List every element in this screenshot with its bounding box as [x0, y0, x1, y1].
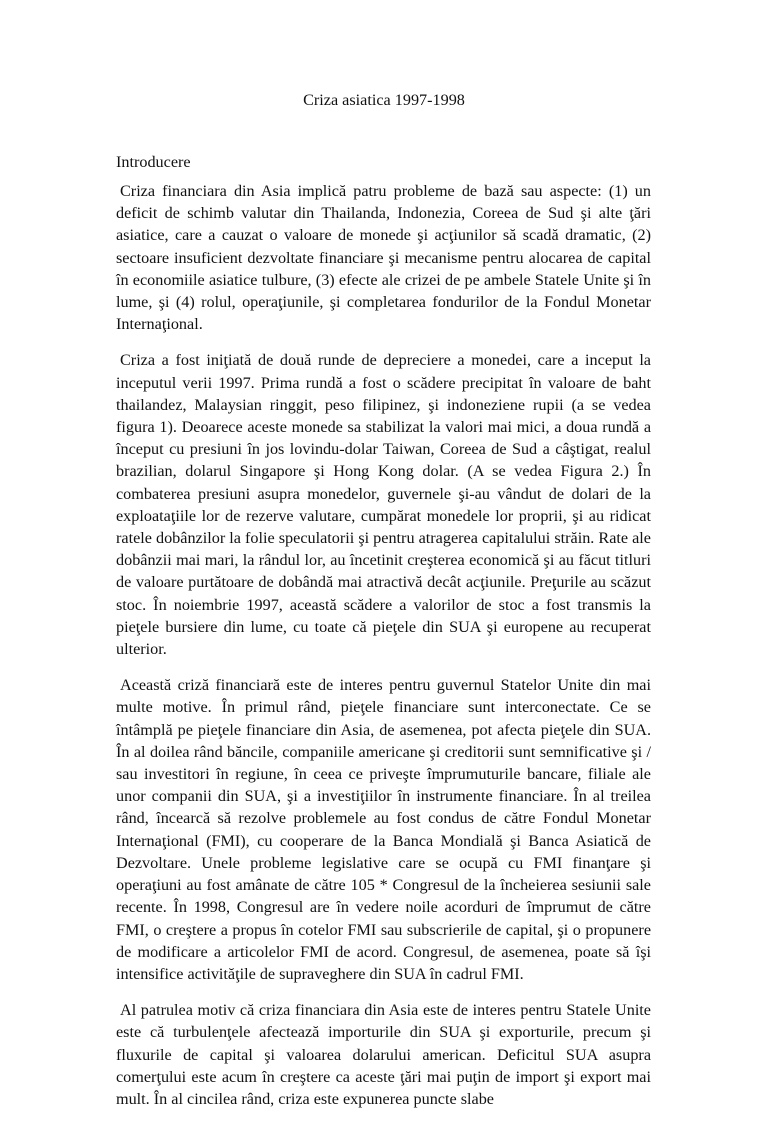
document-body — [116, 180, 651, 1124]
paragraph: Al patrulea motiv că criza financiara din Asia este de interes pentru Statele Unite este că turbulenţele afectează importurile din SUA şi exporturile, precum şi fluxurile de capital şi valoarea dolarului american. Deficitul SUA asupra comerţului este acum în creştere ca aceste ţări mai puţin de import şi export mai mult. În al cincilea rând, criza este expunerea puncte slabe — [116, 1001, 651, 1108]
document-title: Criza asiatica 1997-1998 — [303, 91, 465, 109]
paragraph: Această criză financiară este de interes pentru guvernul Statelor Unite din mai multe motive. În primul rând, pieţele financiare sunt interconectate. Ce se întâmplă pe pieţele financiare din Asia, de asemenea, pot afecta pieţele din SUA. În al doilea rând băncile, companiile americane şi creditorii sunt semnificative şi / sau investitori în regiune, în ceea ce priveşte împrumuturile bancare, filiale ale unor companii din SUA, şi a investiţiilor în instrumente financiare. În al treilea rând, încearcă să rezolve problemele au fost condus de către Fondul Monetar Internaţional (FMI), cu cooperare de la Banca Mondială şi Banca Asiatică de Dezvoltare. Unele probleme legislative care se ocupă cu FMI finanţare şi operaţiuni au fost amânate de către 105 * Congresul de la încheierea sesiunii sale recente. În 1998, Congresul are în vedere noile acorduri de împrumut de către FMI, o creştere a propus în cotelor FMI sau subscrierile de capital, şi o propunere de modificare a articolelor FMI de acord. Congresul, de asemenea, poate să îşi intensifice activităţile de supraveghere din SUA în cadrul FMI. — [116, 676, 651, 983]
paragraph: Criza a fost iniţiată de două runde de depreciere a monedei, care a inceput la inceputul verii 1997. Prima rundă a fost o scădere precipitat în valoare de baht thailandez, Malaysian ringgit, peso filipinez, şi indoneziene rupii (a se vedea figura 1). Deoarece aceste monede sa stabilizat la valori mai mici, a doua rundă a început cu presiuni în jos lovindu-dolar Taiwan, Coreea de Sud a câştigat, realul brazilian, dolarul Singapore şi Hong Kong dolar. (A se vedea Figura 2.) În combaterea presiuni asupra monedelor, guvernele şi-au vândut de dolari de la exploataţiile lor de rezerve valutare, cumpărat monedele lor proprii, şi au ridicat ratele dobânzilor la folie speculatorii şi pentru atragerea capitalului străin. Rate ale dobânzii mai mari, la rândul lor, au încetinit creşterea economică şi au făcut titluri de valoare purtătoare de dobândă mai atractivă decât acţiunile. Preţurile au scăzut stoc. În noiembrie 1997, această scădere a valorilor de stoc a fost transmis la pieţele bursiere din lume, cu toate că pieţele din SUA şi europene au recuperat ulterior. — [116, 351, 651, 659]
section-heading-introducere: Introducere — [116, 153, 191, 171]
paragraph: Criza financiara din Asia implică patru probleme de bază sau aspecte: (1) un deficit de schimb valutar din Thailanda, Indonezia, Coreea de Sud şi alte ţări asiatice, care a cauzat o valoare de monede şi acţiunilor să scadă dramatic, (2) sectoare insuficient dezvoltate financiare şi mecanisme pentru alocarea de capital în economiile asiatice tulbure, (3) efecte ale crizei de pe ambele Statele Unite şi în lume, şi (4) rolul, operaţiunile, şi completarea fondurilor de la Fondul Monetar Internaţional. — [116, 182, 651, 334]
